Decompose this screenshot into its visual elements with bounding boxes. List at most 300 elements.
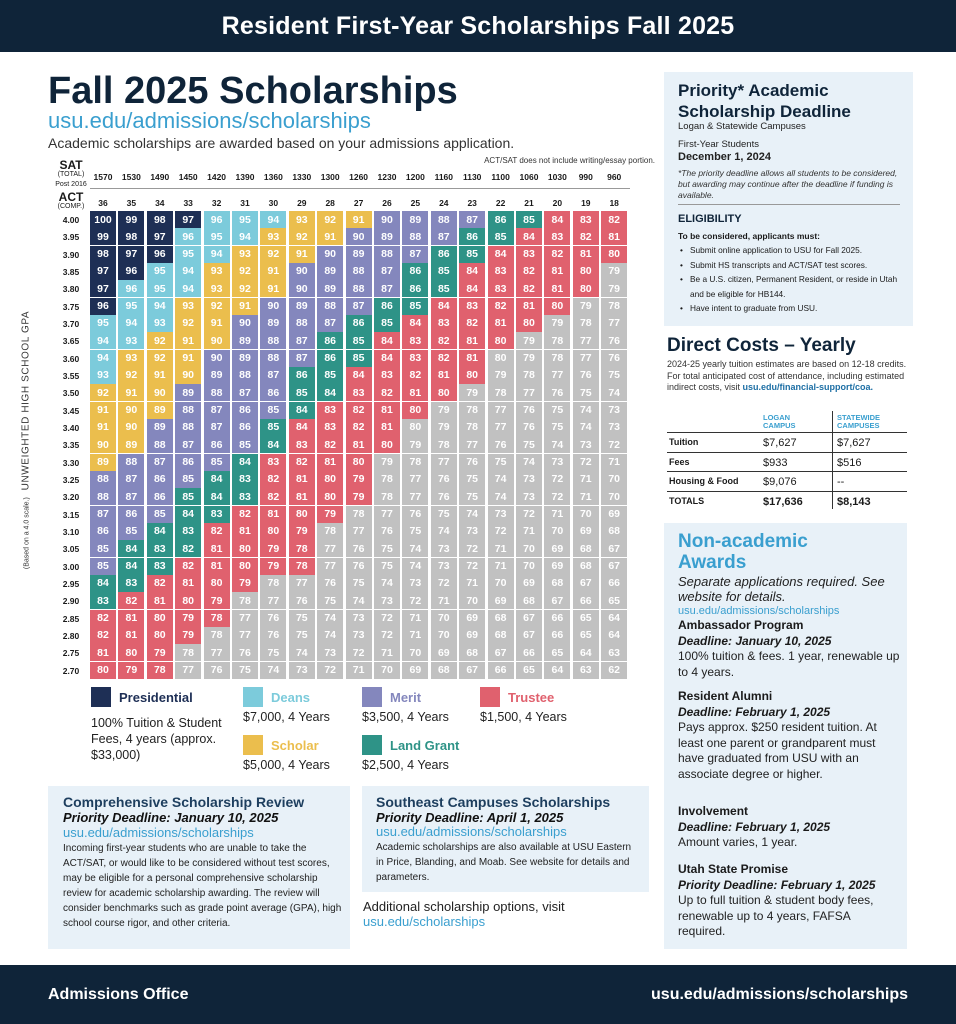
grid-cell: 69 (431, 644, 457, 661)
grid-cell: 71 (402, 610, 428, 627)
grid-cell: 90 (204, 332, 230, 349)
grid-cell: 83 (232, 488, 258, 505)
grid-cell: 69 (544, 558, 570, 575)
award-deadline: Priority Deadline: February 1, 2025 (678, 878, 876, 892)
act-score-label: 31 (240, 198, 250, 208)
grid-cell: 85 (431, 263, 457, 280)
gpa-axis-label: (Based on a 4.0 scale.) UNWEIGHTED HIGH SCHOOL GPA (20, 310, 32, 570)
grid-cell: 74 (573, 402, 599, 419)
grid-cell: 67 (601, 540, 627, 557)
sat-score-label: 1230 (377, 172, 397, 182)
grid-cell: 82 (204, 523, 230, 540)
grid-cell: 70 (601, 471, 627, 488)
grid-cell: 67 (601, 558, 627, 575)
grid-cell: 87 (459, 211, 485, 228)
grid-cell: 81 (317, 454, 343, 471)
grid-cell: 81 (289, 488, 315, 505)
grid-cell: 67 (488, 644, 514, 661)
grid-cell: 80 (317, 471, 343, 488)
grid-cell: 75 (459, 488, 485, 505)
grid-cell: 77 (402, 488, 428, 505)
grid-cell: 89 (147, 402, 173, 419)
grid-cell: 89 (374, 228, 400, 245)
legend-name: Deans (271, 689, 311, 705)
grid-cell: 87 (374, 263, 400, 280)
grid-cell: 80 (402, 402, 428, 419)
grid-cell: 87 (118, 488, 144, 505)
grid-cell: 96 (147, 246, 173, 263)
grid-cell: 65 (573, 610, 599, 627)
grid-cell: 86 (374, 298, 400, 315)
grid-cell: 86 (147, 488, 173, 505)
grid-cell: 76 (516, 402, 542, 419)
grid-cell: 85 (459, 246, 485, 263)
grid-cell: 91 (90, 402, 116, 419)
award-name: Resident Alumni (678, 689, 773, 703)
legend-swatch (362, 687, 382, 707)
grid-cell: 74 (317, 627, 343, 644)
grid-cell: 72 (374, 610, 400, 627)
grid-cell: 81 (118, 610, 144, 627)
grid-cell: 84 (289, 402, 315, 419)
grid-cell: 87 (317, 315, 343, 332)
grid-cell: 74 (459, 506, 485, 523)
grid-cell: 82 (147, 575, 173, 592)
grid-cell: 73 (289, 662, 315, 679)
grid-cell: 84 (374, 332, 400, 349)
grid-cell: 80 (488, 332, 514, 349)
grid-cell: 68 (459, 644, 485, 661)
legend-item (362, 687, 421, 707)
grid-cell: 87 (147, 454, 173, 471)
grid-cell: 78 (573, 315, 599, 332)
grid-cell: 67 (516, 610, 542, 627)
grid-cell: 63 (601, 644, 627, 661)
grid-cell: 85 (402, 298, 428, 315)
grid-cell: 82 (459, 315, 485, 332)
grid-cell: 68 (573, 540, 599, 557)
legend-swatch (362, 735, 382, 755)
grid-cell: 77 (573, 332, 599, 349)
grid-cell: 75 (289, 610, 315, 627)
grid-cell: 90 (175, 367, 201, 384)
grid-cell: 79 (573, 298, 599, 315)
grid-cell: 81 (374, 402, 400, 419)
grid-cell: 66 (544, 627, 570, 644)
cost-statewide: $516 (837, 456, 862, 469)
grid-cell: 93 (204, 263, 230, 280)
grid-cell: 76 (260, 627, 286, 644)
grid-cell: 86 (204, 436, 230, 453)
grid-cell: 75 (346, 575, 372, 592)
grid-cell: 71 (601, 454, 627, 471)
grid-cell: 77 (232, 610, 258, 627)
grid-cell: 82 (431, 350, 457, 367)
grid-cell: 72 (346, 644, 372, 661)
grid-cell: 79 (516, 350, 542, 367)
grid-cell: 87 (289, 332, 315, 349)
grid-cell: 82 (260, 488, 286, 505)
legend-desc: $1,500, 4 Years (480, 710, 567, 724)
grid-cell: 86 (232, 419, 258, 436)
grid-cell: 74 (601, 384, 627, 401)
grid-cell: 73 (516, 488, 542, 505)
grid-cell: 86 (402, 263, 428, 280)
grid-cell: 74 (346, 592, 372, 609)
grid-cell: 97 (90, 263, 116, 280)
col-statewide: STATEWIDE CAMPUSES (837, 413, 881, 430)
grid-cell: 76 (260, 610, 286, 627)
grid-cell: 95 (232, 211, 258, 228)
grid-cell: 67 (459, 662, 485, 679)
act-score-label: 27 (353, 198, 364, 208)
grid-cell: 85 (431, 280, 457, 297)
grid-cell: 78 (204, 610, 230, 627)
grid-cell: 85 (175, 488, 201, 505)
act-score-label: 33 (183, 198, 193, 208)
grid-cell: 85 (516, 211, 542, 228)
legend-swatch (480, 687, 500, 707)
grid-cell: 71 (488, 540, 514, 557)
grid-cell: 79 (147, 644, 173, 661)
grid-cell: 82 (232, 506, 258, 523)
nonacademic-title: Non-academic Awards (678, 531, 808, 573)
grid-cell: 82 (516, 263, 542, 280)
grid-cell: 72 (402, 592, 428, 609)
grid-cell: 79 (488, 367, 514, 384)
grid-cell: 76 (346, 540, 372, 557)
grid-cell: 80 (601, 246, 627, 263)
grid-cell: 71 (431, 592, 457, 609)
grid-cell: 79 (431, 419, 457, 436)
grid-cell: 83 (488, 263, 514, 280)
grid-cell: 85 (289, 384, 315, 401)
grid-cell: 76 (516, 419, 542, 436)
grid-cell: 82 (544, 246, 570, 263)
more-link[interactable]: usu.edu/scholarships (363, 914, 486, 929)
grid-cell: 76 (232, 644, 258, 661)
grid-cell: 80 (374, 436, 400, 453)
grid-cell: 72 (374, 627, 400, 644)
act-score-label: 18 (609, 198, 619, 208)
grid-cell: 84 (204, 471, 230, 488)
grid-cell: 89 (232, 332, 258, 349)
gpa-label: 4.00 (62, 215, 80, 225)
grid-cell: 72 (459, 558, 485, 575)
act-score-label: 30 (268, 198, 279, 208)
grid-cell: 83 (260, 454, 286, 471)
southeast-link[interactable]: usu.edu/admissions/scholarships (376, 824, 567, 839)
grid-cell: 79 (175, 627, 201, 644)
cost-label: Fees (669, 456, 690, 467)
grid-cell: 83 (346, 384, 372, 401)
legend-desc: $3,500, 4 Years (362, 710, 449, 724)
grid-cell: 69 (459, 610, 485, 627)
grid-cell: 84 (346, 367, 372, 384)
grid-cell: 88 (260, 350, 286, 367)
grid-cell: 77 (488, 402, 514, 419)
sat-score-label: 960 (607, 172, 622, 182)
grid-cell: 72 (459, 540, 485, 557)
grid-cell: 84 (544, 211, 570, 228)
grid-cell: 81 (402, 384, 428, 401)
grid-cell: 85 (175, 471, 201, 488)
gpa-label: 3.20 (62, 492, 80, 503)
grid-cell: 96 (90, 298, 116, 315)
grid-cell: 89 (204, 367, 230, 384)
grid-cell: 82 (431, 332, 457, 349)
grid-cell: 94 (118, 315, 144, 332)
grid-cell: 79 (118, 662, 144, 679)
grid-cell: 95 (147, 280, 173, 297)
grid-cell: 83 (118, 575, 144, 592)
legend-item (91, 687, 193, 707)
grid-cell: 88 (431, 211, 457, 228)
eligibility-item: • Submit online application to USU for Fall 2025. (678, 243, 908, 258)
grid-cell: 77 (317, 558, 343, 575)
grid-cell: 77 (346, 523, 372, 540)
legend-name: Presidential (119, 689, 193, 705)
gpa-label: 3.80 (62, 284, 80, 295)
grid-cell: 80 (573, 263, 599, 280)
grid-cell: 70 (488, 575, 514, 592)
grid-cell: 86 (431, 246, 457, 263)
grid-cell: 73 (601, 402, 627, 419)
grid-cell: 83 (431, 315, 457, 332)
grid-cell: 65 (601, 592, 627, 609)
grid-cell: 72 (601, 436, 627, 453)
grid-cell: 67 (544, 592, 570, 609)
grid-cell: 81 (289, 471, 315, 488)
grid-cell: 97 (175, 211, 201, 228)
grid-cell: 80 (260, 523, 286, 540)
legend-swatch (243, 735, 263, 755)
grid-cell: 96 (118, 280, 144, 297)
costs-note: 2024-25 yearly tuition estimates are based on 12-18 credits. For total anticipated cost of attendance, including estimated indirect costs, visit usu.edu/financial-support/coa. (667, 359, 907, 392)
grid-cell: 81 (90, 644, 116, 661)
grid-cell: 82 (118, 592, 144, 609)
grid-cell: 71 (573, 488, 599, 505)
page-subtitle: Academic scholarships are awarded based on your admissions application. (48, 135, 515, 151)
grid-cell: 84 (317, 384, 343, 401)
grid-cell: 97 (118, 246, 144, 263)
legend-desc: $2,500, 4 Years (362, 758, 449, 772)
grid-cell: 77 (544, 367, 570, 384)
grid-cell: 87 (204, 402, 230, 419)
grid-cell: 79 (374, 454, 400, 471)
grid-cell: 88 (232, 367, 258, 384)
grid-cell: 87 (175, 436, 201, 453)
sat-score-label: 1060 (519, 172, 539, 182)
grid-cell: 62 (601, 662, 627, 679)
grid-cell: 90 (90, 436, 116, 453)
scholarships-link[interactable]: usu.edu/admissions/scholarships (48, 108, 371, 133)
nonacademic-intro: Separate applications required. See website for details. usu.edu/admissions/scholarships (678, 574, 893, 619)
grid-cell: 92 (90, 384, 116, 401)
grid-cell: 95 (204, 228, 230, 245)
grid-cell: 85 (260, 419, 286, 436)
cost-statewide: -- (837, 476, 845, 488)
grid-cell: 74 (289, 644, 315, 661)
costs-link[interactable]: usu.edu/financial-support/coa. (742, 382, 874, 392)
grid-cell: 75 (232, 662, 258, 679)
grid-cell: 84 (260, 436, 286, 453)
eligibility-list (678, 243, 908, 316)
grid-cell: 87 (232, 384, 258, 401)
grid-cell: 76 (374, 523, 400, 540)
grid-cell: 78 (516, 367, 542, 384)
grid-cell: 80 (431, 384, 457, 401)
grid-cell: 88 (204, 384, 230, 401)
grid-cell: 77 (175, 662, 201, 679)
grid-cell: 80 (204, 575, 230, 592)
grid-cell: 73 (431, 558, 457, 575)
act-score-label: 20 (552, 198, 563, 208)
grid-cell: 94 (147, 298, 173, 315)
southeast-deadline: Priority Deadline: April 1, 2025 (376, 810, 564, 825)
gpa-label: 3.30 (62, 457, 80, 468)
grid-cell: 95 (90, 315, 116, 332)
grid-cell: 70 (459, 592, 485, 609)
gpa-label: 3.00 (62, 561, 80, 572)
grid-cell: 94 (90, 350, 116, 367)
grid-cell: 78 (289, 540, 315, 557)
grid-cell: 76 (317, 575, 343, 592)
grid-cell: 80 (573, 280, 599, 297)
legend-name: Scholar (271, 737, 319, 753)
award-deadline: Deadline: February 1, 2025 (678, 705, 831, 719)
grid-cell: 76 (601, 332, 627, 349)
grid-cell: 83 (147, 558, 173, 575)
grid-cell: 87 (402, 246, 428, 263)
cost-logan: $17,636 (763, 495, 803, 508)
grid-cell: 76 (488, 436, 514, 453)
footer-link[interactable]: usu.edu/admissions/scholarships (651, 985, 908, 1003)
grid-cell: 73 (346, 627, 372, 644)
grid-cell: 76 (204, 662, 230, 679)
grid-cell: 64 (601, 627, 627, 644)
nonacademic-link[interactable]: usu.edu/admissions/scholarships (678, 605, 840, 617)
grid-cell: 69 (516, 575, 542, 592)
grid-cell: 76 (402, 506, 428, 523)
act-score-label: 19 (581, 198, 591, 208)
grid-cell: 92 (147, 350, 173, 367)
grid-cell: 66 (544, 610, 570, 627)
gpa-label: 2.90 (62, 596, 80, 607)
grid-cell: 68 (431, 662, 457, 679)
grid-cell: 71 (346, 662, 372, 679)
grid-cell: 81 (544, 280, 570, 297)
grid-cell: 85 (90, 558, 116, 575)
award-item (678, 618, 900, 680)
col-logan: LOGAN CAMPUS (763, 413, 796, 430)
grid-cell: 74 (544, 436, 570, 453)
grid-cell: 82 (346, 402, 372, 419)
grid-cell: 88 (175, 419, 201, 436)
grid-cell: 89 (90, 454, 116, 471)
cost-logan: $7,627 (763, 437, 797, 449)
review-deadline: Priority Deadline: January 10, 2025 (63, 810, 279, 825)
legend-name: Trustee (508, 689, 555, 705)
priority-title: Priority* Academic Scholarship Deadline (678, 81, 851, 121)
grid-cell: 86 (260, 384, 286, 401)
grid-cell: 84 (516, 228, 542, 245)
sat-score-label: 1160 (434, 172, 454, 182)
review-link[interactable]: usu.edu/admissions/scholarships (63, 825, 254, 840)
award-name: Involvement (678, 804, 749, 818)
gpa-label: 2.95 (62, 578, 80, 589)
grid-cell: 77 (232, 627, 258, 644)
grid-cell: 70 (573, 506, 599, 523)
legend-item (243, 687, 310, 707)
grid-cell: 80 (317, 488, 343, 505)
act-score-label: 25 (410, 198, 421, 208)
grid-cell: 84 (374, 350, 400, 367)
grid-cell: 86 (289, 367, 315, 384)
gpa-label: 3.95 (62, 232, 80, 243)
grid-cell: 77 (431, 454, 457, 471)
grid-cell: 88 (317, 298, 343, 315)
grid-cell: 77 (516, 384, 542, 401)
grid-cell: 87 (90, 506, 116, 523)
sat-score-label: 1360 (263, 172, 283, 182)
grid-cell: 89 (317, 263, 343, 280)
grid-cell: 74 (431, 523, 457, 540)
grid-cell: 98 (118, 228, 144, 245)
grid-cell: 90 (374, 211, 400, 228)
sat-score-label: 1450 (178, 172, 198, 182)
award-desc: Pays approx. $250 resident tuition. At least one parent or grandparent must have graduated from USU with an associate degree or higher. (678, 720, 877, 781)
grid-cell: 82 (516, 280, 542, 297)
grid-cell: 67 (573, 575, 599, 592)
grid-cell: 82 (90, 610, 116, 627)
grid-cell: 86 (488, 211, 514, 228)
grid-cell: 70 (516, 540, 542, 557)
review-title: Comprehensive Scholarship Review (63, 794, 305, 810)
grid-cell: 76 (544, 384, 570, 401)
grid-cell: 86 (402, 280, 428, 297)
grid-cell: 80 (459, 367, 485, 384)
grid-cell: 90 (118, 402, 144, 419)
header-divider (90, 188, 630, 189)
award-deadline: Deadline: January 10, 2025 (678, 634, 832, 648)
grid-cell: 69 (544, 540, 570, 557)
grid-cell: 92 (118, 367, 144, 384)
grid-cell: 88 (260, 332, 286, 349)
banner-title: Resident First-Year Scholarships Fall 2025 (221, 11, 735, 40)
southeast-box (362, 786, 649, 892)
grid-cell: 78 (317, 523, 343, 540)
award-item (678, 804, 900, 851)
grid-cell: 68 (488, 627, 514, 644)
grid-cell: 81 (204, 558, 230, 575)
cost-label: TOTALS (669, 495, 705, 506)
grid-cell: 79 (260, 540, 286, 557)
grid-cell: 82 (346, 419, 372, 436)
grid-cell: 99 (118, 211, 144, 228)
gpa-label: 3.40 (62, 422, 80, 433)
grid-cell: 79 (260, 558, 286, 575)
grid-cell: 80 (516, 315, 542, 332)
grid-cell: 73 (488, 506, 514, 523)
grid-cell: 92 (204, 298, 230, 315)
gpa-label: 3.75 (62, 301, 80, 312)
grid-cell: 83 (516, 246, 542, 263)
grid-cell: 84 (402, 315, 428, 332)
legend-name: Merit (390, 689, 422, 705)
act-score-label: 35 (126, 198, 137, 208)
legend-item (243, 735, 319, 755)
